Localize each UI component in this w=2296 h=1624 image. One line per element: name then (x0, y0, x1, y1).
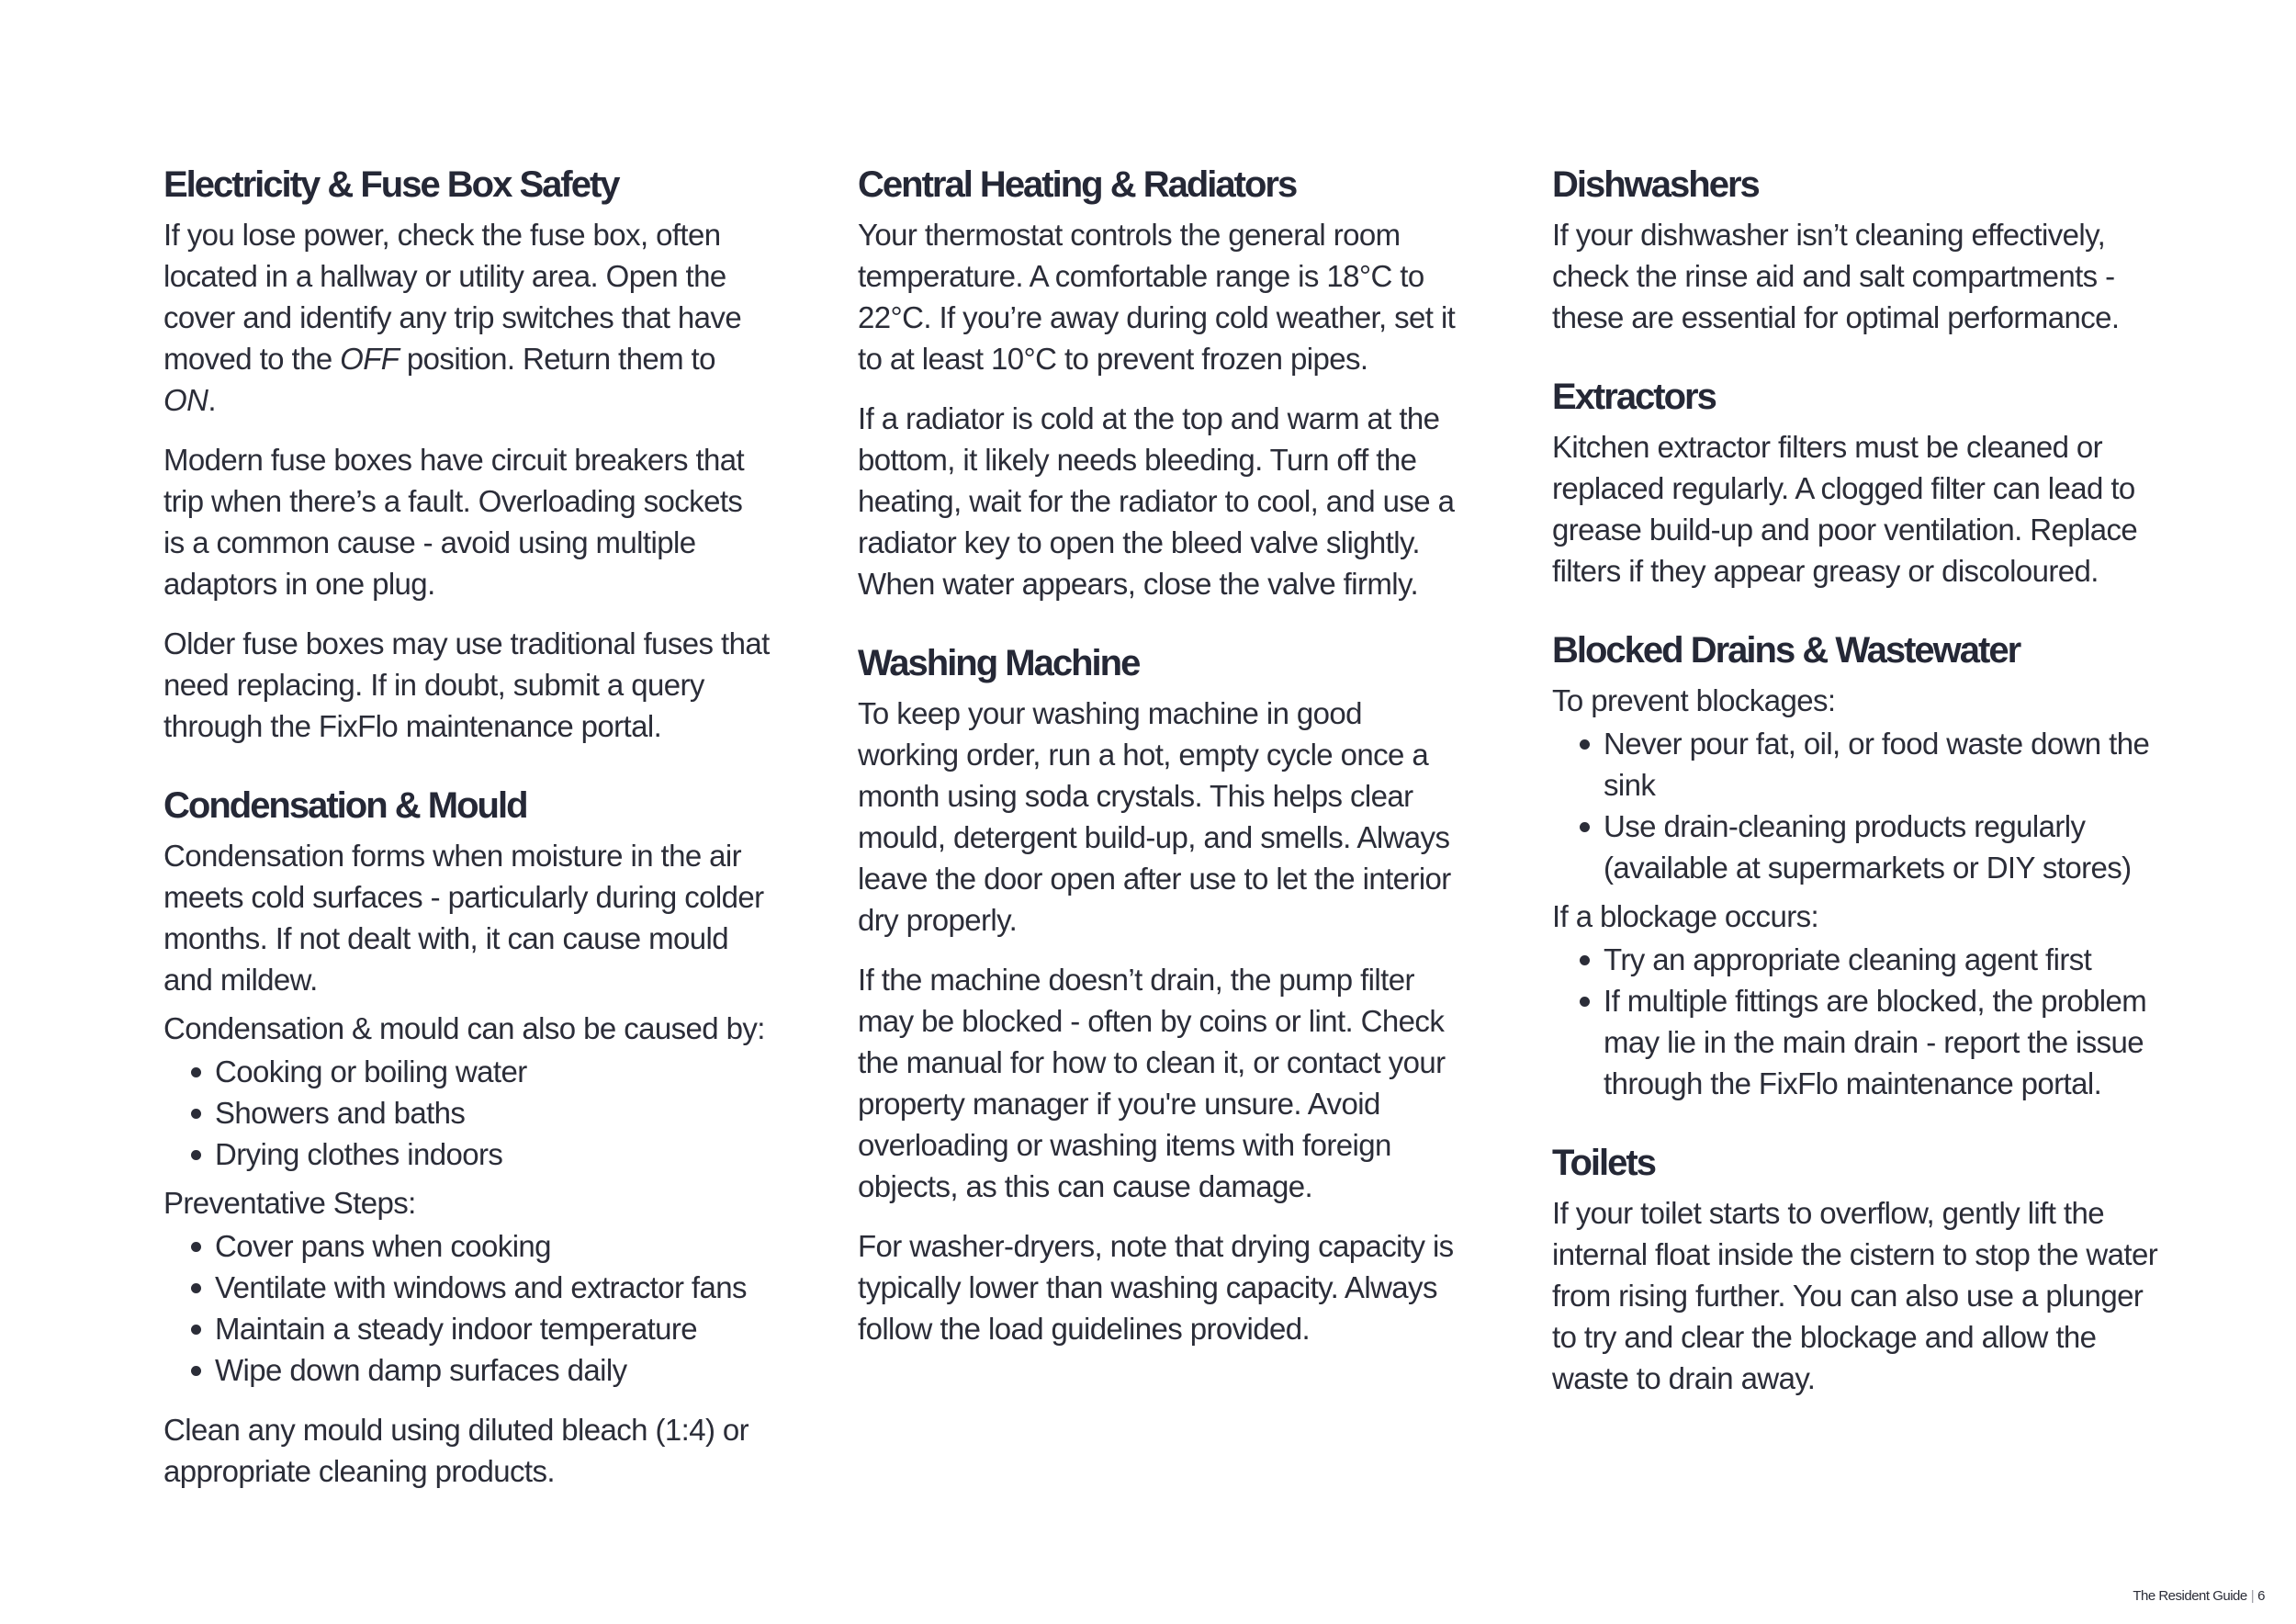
occurs-lead: If a blockage occurs: (1552, 899, 1819, 933)
section-washing (858, 639, 1464, 1349)
paragraph-extractors: Kitchen extractor filters must be cleaned or replaced regularly. A clogged filter can lead to grease build-up and poor ventilation. Replace filters if they appear greasy or discoloured. (1552, 430, 2138, 588)
paragraph-electricity-3: Older fuse boxes may use traditional fuses that need replacing. If in doubt, submit a query through the FixFlo maintenance portal. (163, 626, 770, 743)
page-footer (2133, 1588, 2265, 1604)
section-extractors (1552, 373, 2158, 592)
heading-toilets: Toilets (1552, 1143, 1655, 1183)
bullet-icon (191, 1067, 201, 1077)
bullet-icon (191, 1366, 201, 1376)
list-item: Cover pans when cooking (163, 1225, 770, 1267)
paragraph-electricity-1: If you lose power, check the fuse box, often located in a hallway or utility area. Open the cover and identify any trip switches that have moved to the OFF position. Return them to ON. (163, 218, 742, 417)
paragraph-washing-3: For washer-dryers, note that drying capacity is typically lower than washing capacity. Always follow the load guidelines provided. (858, 1229, 1454, 1346)
causes-lead: Condensation & mould can also be caused by: (163, 1011, 765, 1045)
paragraph-washing-1: To keep your washing machine in good working order, run a hot, empty cycle once a month using soda crystals. This helps clear mould, detergent build-up, and smells. Always leave the door open after use to let the interior dry properly. (858, 696, 1451, 937)
column-right (1552, 161, 2158, 1434)
section-drains (1552, 626, 2158, 1104)
heading-heating: Central Heating & Radiators (858, 164, 1297, 205)
column-left (163, 161, 770, 1527)
section-heating (858, 161, 1464, 604)
paragraph-heating-1: Your thermostat controls the general room temperature. A comfortable range is 18°C to 22°C. If you’re away during cold weather, set it to at least 10°C to prevent frozen pipes. (858, 218, 1456, 376)
bullet-icon (191, 1242, 201, 1252)
heading-electricity: Electricity & Fuse Box Safety (163, 164, 619, 205)
list-item: Drying clothes indoors (163, 1133, 770, 1175)
paragraph-heating-2: If a radiator is cold at the top and warm at the bottom, it likely needs bleeding. Turn off the heating, wait for the radiator to cool, and use a radiator key to open the bleed valve slightly. When water appears, close the valve firmly. (858, 401, 1455, 601)
bullet-icon (1580, 739, 1590, 750)
prevent-list (1552, 723, 2158, 888)
section-toilets (1552, 1139, 2158, 1399)
heading-condensation: Condensation & Mould (163, 785, 527, 826)
occurs-list (1552, 939, 2158, 1104)
paragraph-condensation-2: Clean any mould using diluted bleach (1:4) or appropriate cleaning products. (163, 1413, 749, 1488)
guide-title: The Resident Guide (2133, 1588, 2247, 1604)
list-item: Showers and baths (163, 1092, 770, 1133)
paragraph-washing-2: If the machine doesn’t drain, the pump filter may be blocked - often by coins or lint. Check the manual for how to clean it, or contact your property manager if you're unsure. Avoid overloading or washing items with foreign objects, as this can cause damage. (858, 963, 1446, 1203)
list-item: Use drain-cleaning products regularly (available at supermarkets or DIY stores) (1552, 806, 2158, 888)
list-item: Wipe down damp surfaces daily (163, 1349, 770, 1391)
paragraph-electricity-2: Modern fuse boxes have circuit breakers that trip when there’s a fault. Overloading sockets is a common cause - avoid using multiple adaptors in one plug. (163, 443, 745, 601)
bullet-icon (191, 1283, 201, 1293)
heading-extractors: Extractors (1552, 377, 1716, 417)
bullet-icon (1580, 822, 1590, 832)
list-item: Try an appropriate cleaning agent first (1552, 939, 2158, 980)
section-condensation (163, 782, 770, 1492)
page-number: 6 (2257, 1588, 2265, 1604)
paragraph-toilets: If your toilet starts to overflow, gently lift the internal float inside the cistern to stop the water from rising further. You can also use a plunger to try and clear the blockage and allow the waste to drain away. (1552, 1196, 2158, 1395)
paragraph-dishwashers: If your dishwasher isn’t cleaning effectively, check the rinse aid and salt compartments - these are essential for optimal performance. (1552, 218, 2120, 334)
bullet-icon (191, 1150, 201, 1160)
list-item: Ventilate with windows and extractor fans (163, 1267, 770, 1308)
heading-washing: Washing Machine (858, 643, 1140, 683)
list-item: Maintain a steady indoor temperature (163, 1308, 770, 1349)
steps-lead: Preventative Steps: (163, 1186, 416, 1220)
list-item: Never pour fat, oil, or food waste down the sink (1552, 723, 2158, 806)
bullet-icon (1580, 997, 1590, 1007)
heading-drains: Blocked Drains & Wastewater (1552, 630, 2020, 671)
bullet-icon (1580, 955, 1590, 965)
steps-list (163, 1225, 770, 1391)
section-electricity (163, 161, 770, 747)
bullet-icon (191, 1109, 201, 1119)
section-dishwashers (1552, 161, 2158, 338)
footer-separator: | (2250, 1588, 2255, 1604)
list-item: If multiple fittings are blocked, the problem may lie in the main drain - report the issue through the FixFlo maintenance portal. (1552, 980, 2158, 1104)
column-middle (858, 161, 1464, 1384)
prevent-lead: To prevent blockages: (1552, 683, 1836, 717)
list-item: Cooking or boiling water (163, 1051, 770, 1092)
bullet-icon (191, 1325, 201, 1335)
heading-dishwashers: Dishwashers (1552, 164, 1759, 205)
paragraph-condensation-1: Condensation forms when moisture in the air meets cold surfaces - particularly during colder months. If not dealt with, it can cause mould and mildew. (163, 839, 764, 997)
causes-list (163, 1051, 770, 1175)
